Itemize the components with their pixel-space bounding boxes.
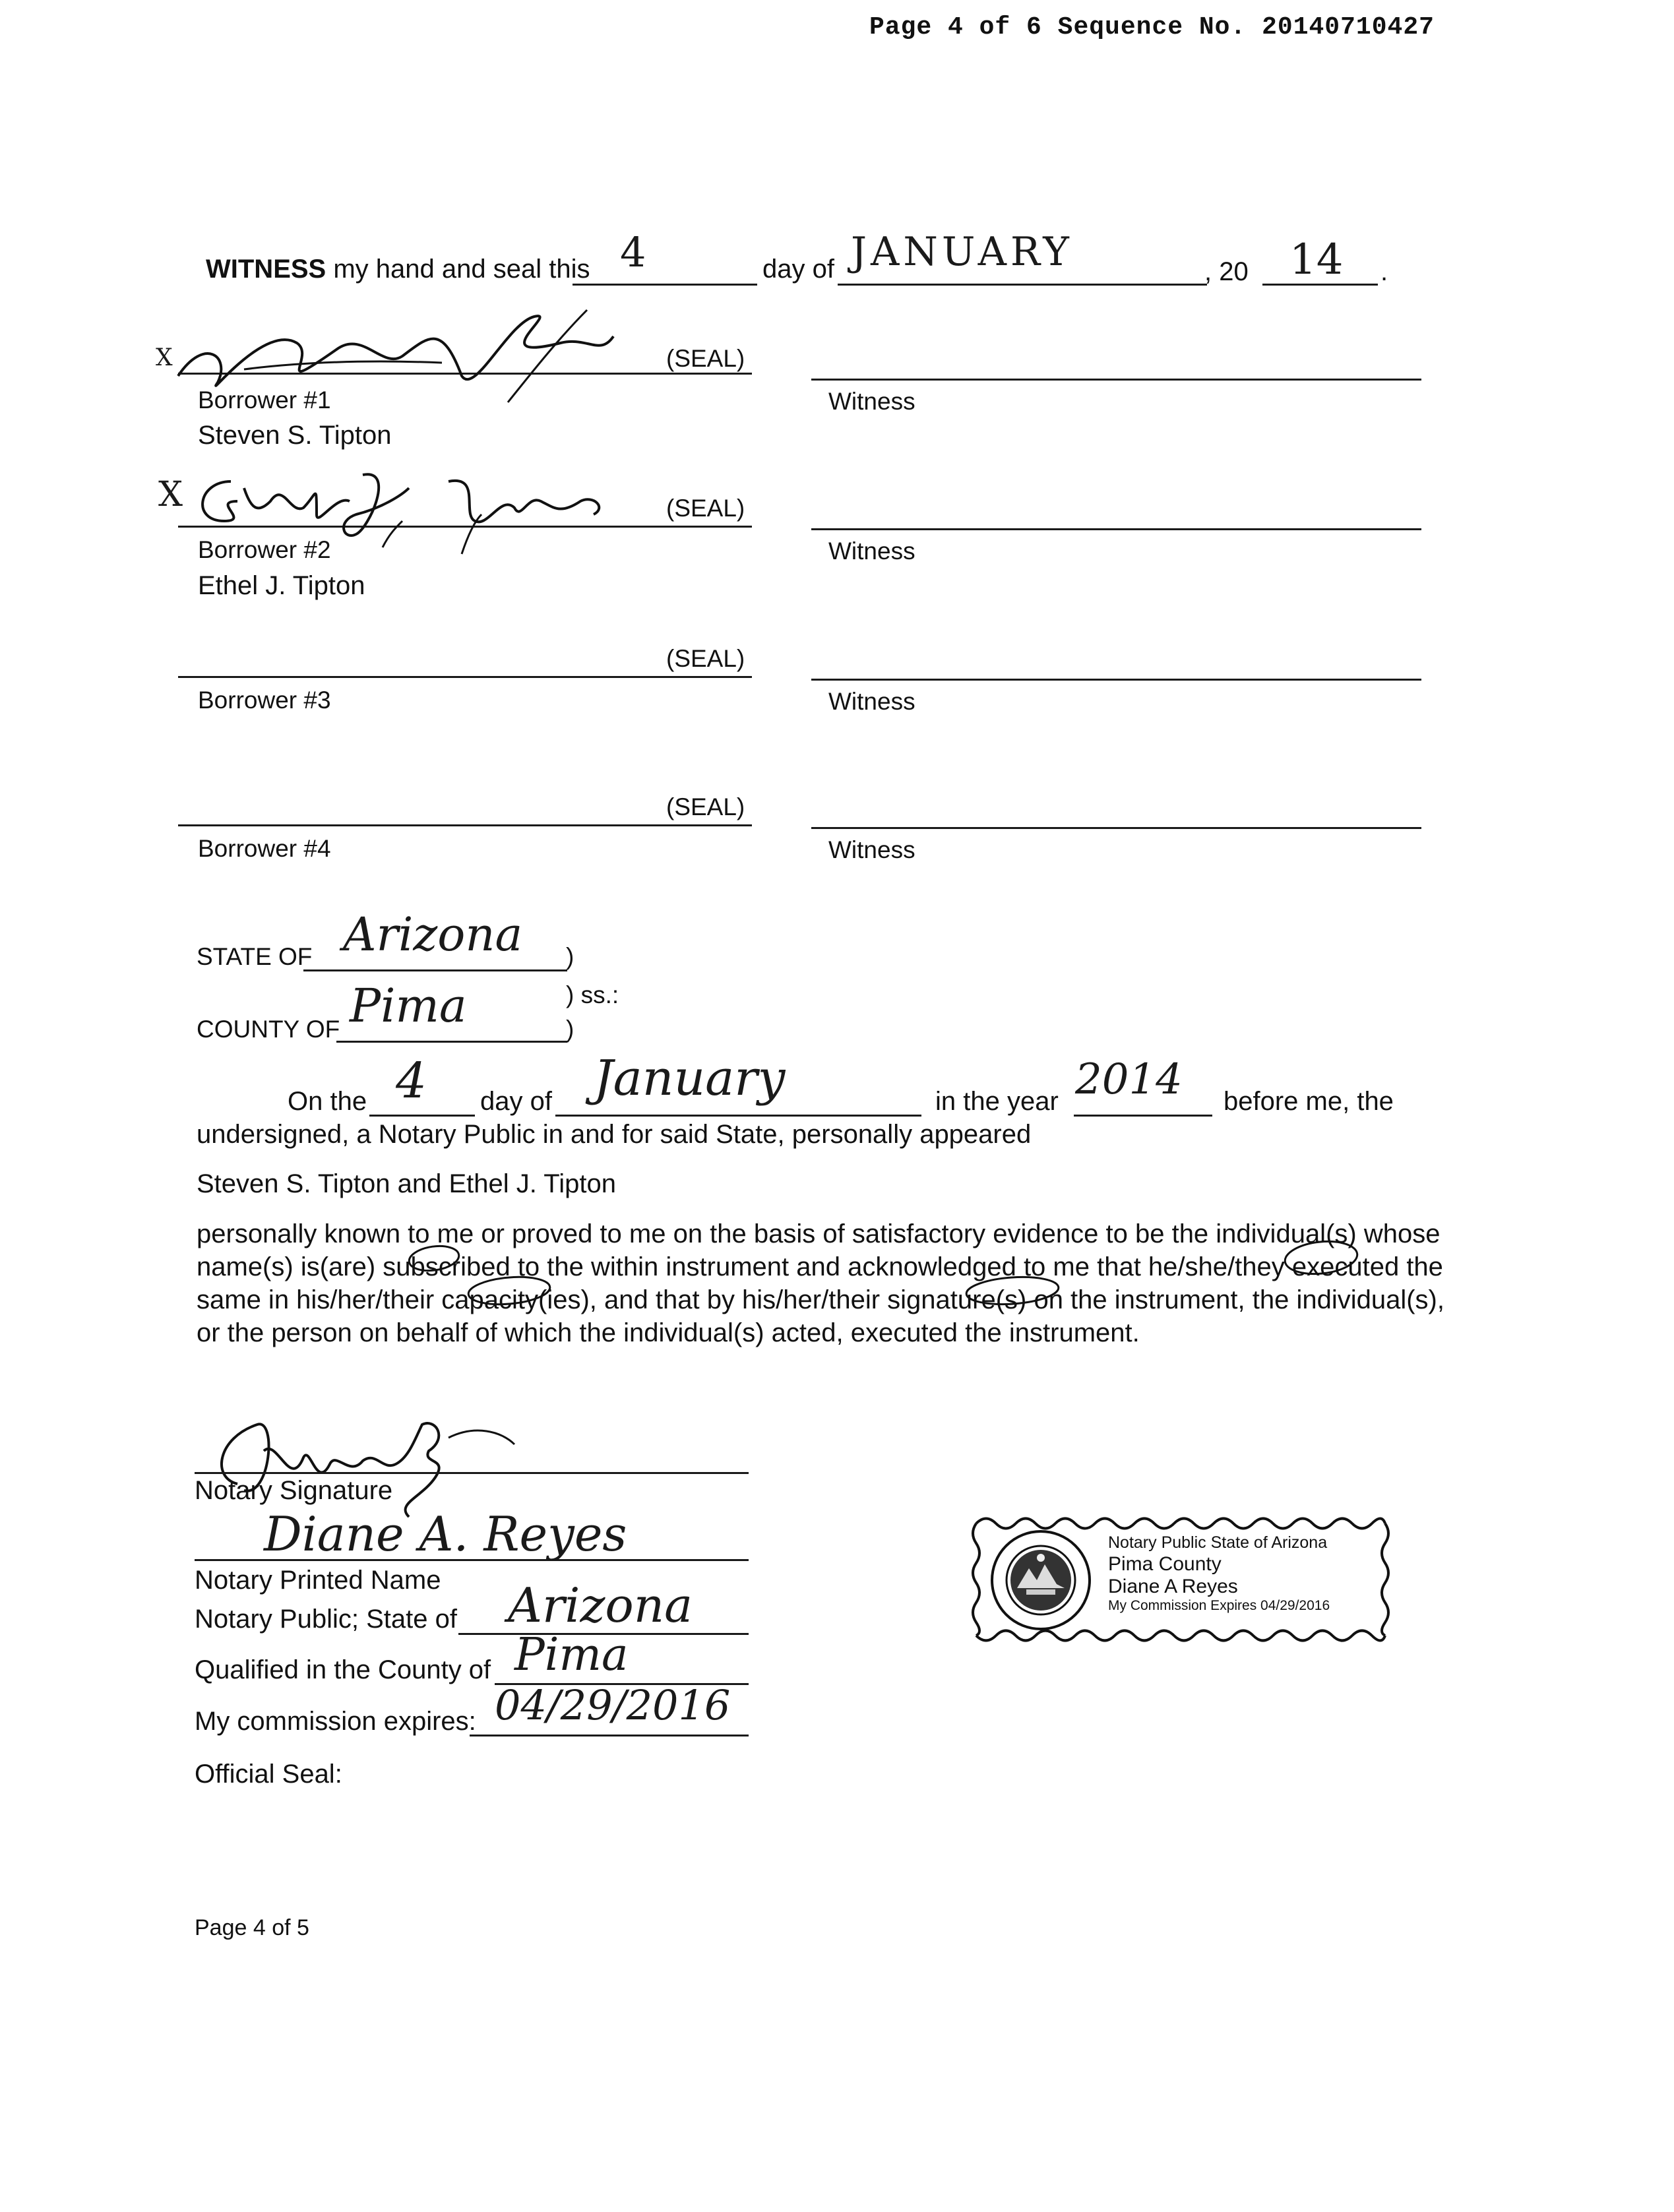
witness-statement	[206, 256, 590, 282]
county-paren: )	[566, 1016, 574, 1043]
ss-label: ) ss.:	[566, 981, 619, 1008]
stamp-line-3: Diane A Reyes	[1108, 1576, 1238, 1597]
appeared-names: Steven S. Tipton and Ethel J. Tipton	[197, 1169, 616, 1198]
notary-county-label: Qualified in the County of	[195, 1655, 491, 1684]
in-the-year-label: in the year	[935, 1087, 1059, 1116]
day-blank-line	[573, 284, 757, 286]
month-handwritten: JANUARY	[851, 229, 1073, 275]
witness-2-line	[811, 528, 1421, 530]
state-paren: )	[566, 943, 574, 970]
notary-printed-name-handwritten: Diane A. Reyes	[264, 1506, 627, 1562]
borrower-2-label: Borrower #2	[198, 536, 331, 563]
borrower-4-signature-line	[178, 824, 752, 826]
borrower-1-label: Borrower #1	[198, 386, 331, 414]
notary-county-handwritten: Pima	[514, 1629, 629, 1681]
notary-signature-label: Notary Signature	[195, 1476, 393, 1505]
official-seal-label: Official Seal:	[195, 1760, 342, 1789]
year-prefix: , 20	[1204, 257, 1249, 286]
ack-year-line	[1074, 1115, 1212, 1117]
borrower-4-label: Borrower #4	[198, 835, 331, 862]
witness-text-1: my hand and seal this	[333, 255, 590, 284]
county-handwritten: Pima	[350, 979, 467, 1033]
ack-line-2: undersigned, a Notary Public in and for said State, personally appeared	[197, 1120, 1032, 1149]
witness-2-label: Witness	[828, 538, 915, 565]
on-the-label: On the	[288, 1087, 367, 1116]
commission-expires-label: My commission expires:	[195, 1707, 476, 1736]
sequence-header: Page 4 of 6 Sequence No. 20140710427	[869, 13, 1435, 42]
county-of-line	[336, 1041, 567, 1043]
county-of-label: COUNTY OF	[197, 1016, 340, 1043]
borrower-1-name: Steven S. Tipton	[198, 421, 392, 450]
witness-3-label: Witness	[828, 688, 915, 715]
ack-day-handwritten: 4	[396, 1053, 427, 1109]
state-handwritten: Arizona	[343, 907, 523, 962]
borrower-3-label: Borrower #3	[198, 687, 331, 714]
notary-printed-name-line	[195, 1559, 749, 1561]
commission-expires-handwritten: 04/29/2016	[495, 1681, 731, 1729]
ack-year-handwritten: 2014	[1075, 1055, 1183, 1104]
page-footer: Page 4 of 5	[195, 1915, 309, 1940]
stamp-line-2: Pima County	[1108, 1553, 1222, 1575]
notary-signature-line	[195, 1472, 749, 1474]
year-period: .	[1380, 257, 1388, 286]
witness-4-label: Witness	[828, 836, 915, 863]
pen-markings	[422, 1243, 1411, 1329]
witness-4-line	[811, 827, 1421, 829]
borrower-3-seal: (SEAL)	[666, 645, 745, 672]
acknowledgment-body: personally known to me or proved to me on the basis of satisfactory evidence to be the individual(s) whose name(s) is(are) subscribed to the within instrument and acknowledged to me that he/she/they executed the same in his/her/their capacity(ies), and that by his/her/their signature(s) on the instrument, the individual(s), or the person on behalf of which the individual(s) acted, executed the instrument.	[197, 1219, 1444, 1347]
notary-state-handwritten: Arizona	[508, 1578, 693, 1633]
notary-printed-name-label: Notary Printed Name	[195, 1566, 441, 1595]
ack-month-handwritten: January	[594, 1050, 786, 1107]
ack-month-line	[555, 1115, 921, 1117]
ack-day-line	[369, 1115, 475, 1117]
notary-state-label: Notary Public; State of	[195, 1605, 457, 1634]
witness-bold-label: WITNESS	[206, 255, 326, 284]
stamp-line-4: My Commission Expires 04/29/2016	[1108, 1598, 1330, 1613]
state-of-label: STATE OF	[197, 943, 313, 970]
notary-stamp	[970, 1510, 1392, 1649]
stamp-line-1: Notary Public State of Arizona	[1108, 1533, 1328, 1552]
borrower-3-signature-line	[178, 676, 752, 678]
borrower-2-mark: X	[158, 475, 183, 514]
ack-day-of-label: day of	[480, 1087, 552, 1116]
borrower-1-mark: X	[156, 344, 173, 371]
borrower-2-seal: (SEAL)	[666, 495, 745, 522]
state-of-line	[303, 969, 567, 971]
borrower-4-seal: (SEAL)	[666, 793, 745, 820]
witness-text-2: day of	[762, 255, 834, 284]
before-me-label: before me, the	[1224, 1087, 1394, 1116]
commission-expires-line	[470, 1735, 749, 1736]
year-handwritten: 14	[1289, 235, 1344, 284]
witness-1-label: Witness	[828, 388, 915, 415]
borrower-1-seal: (SEAL)	[666, 345, 745, 372]
witness-1-line	[811, 379, 1421, 381]
day-handwritten: 4	[620, 228, 646, 276]
borrower-2-name: Ethel J. Tipton	[198, 571, 365, 600]
witness-3-line	[811, 679, 1421, 681]
month-blank-line	[838, 284, 1207, 286]
arizona-state-seal-icon	[988, 1529, 1094, 1634]
